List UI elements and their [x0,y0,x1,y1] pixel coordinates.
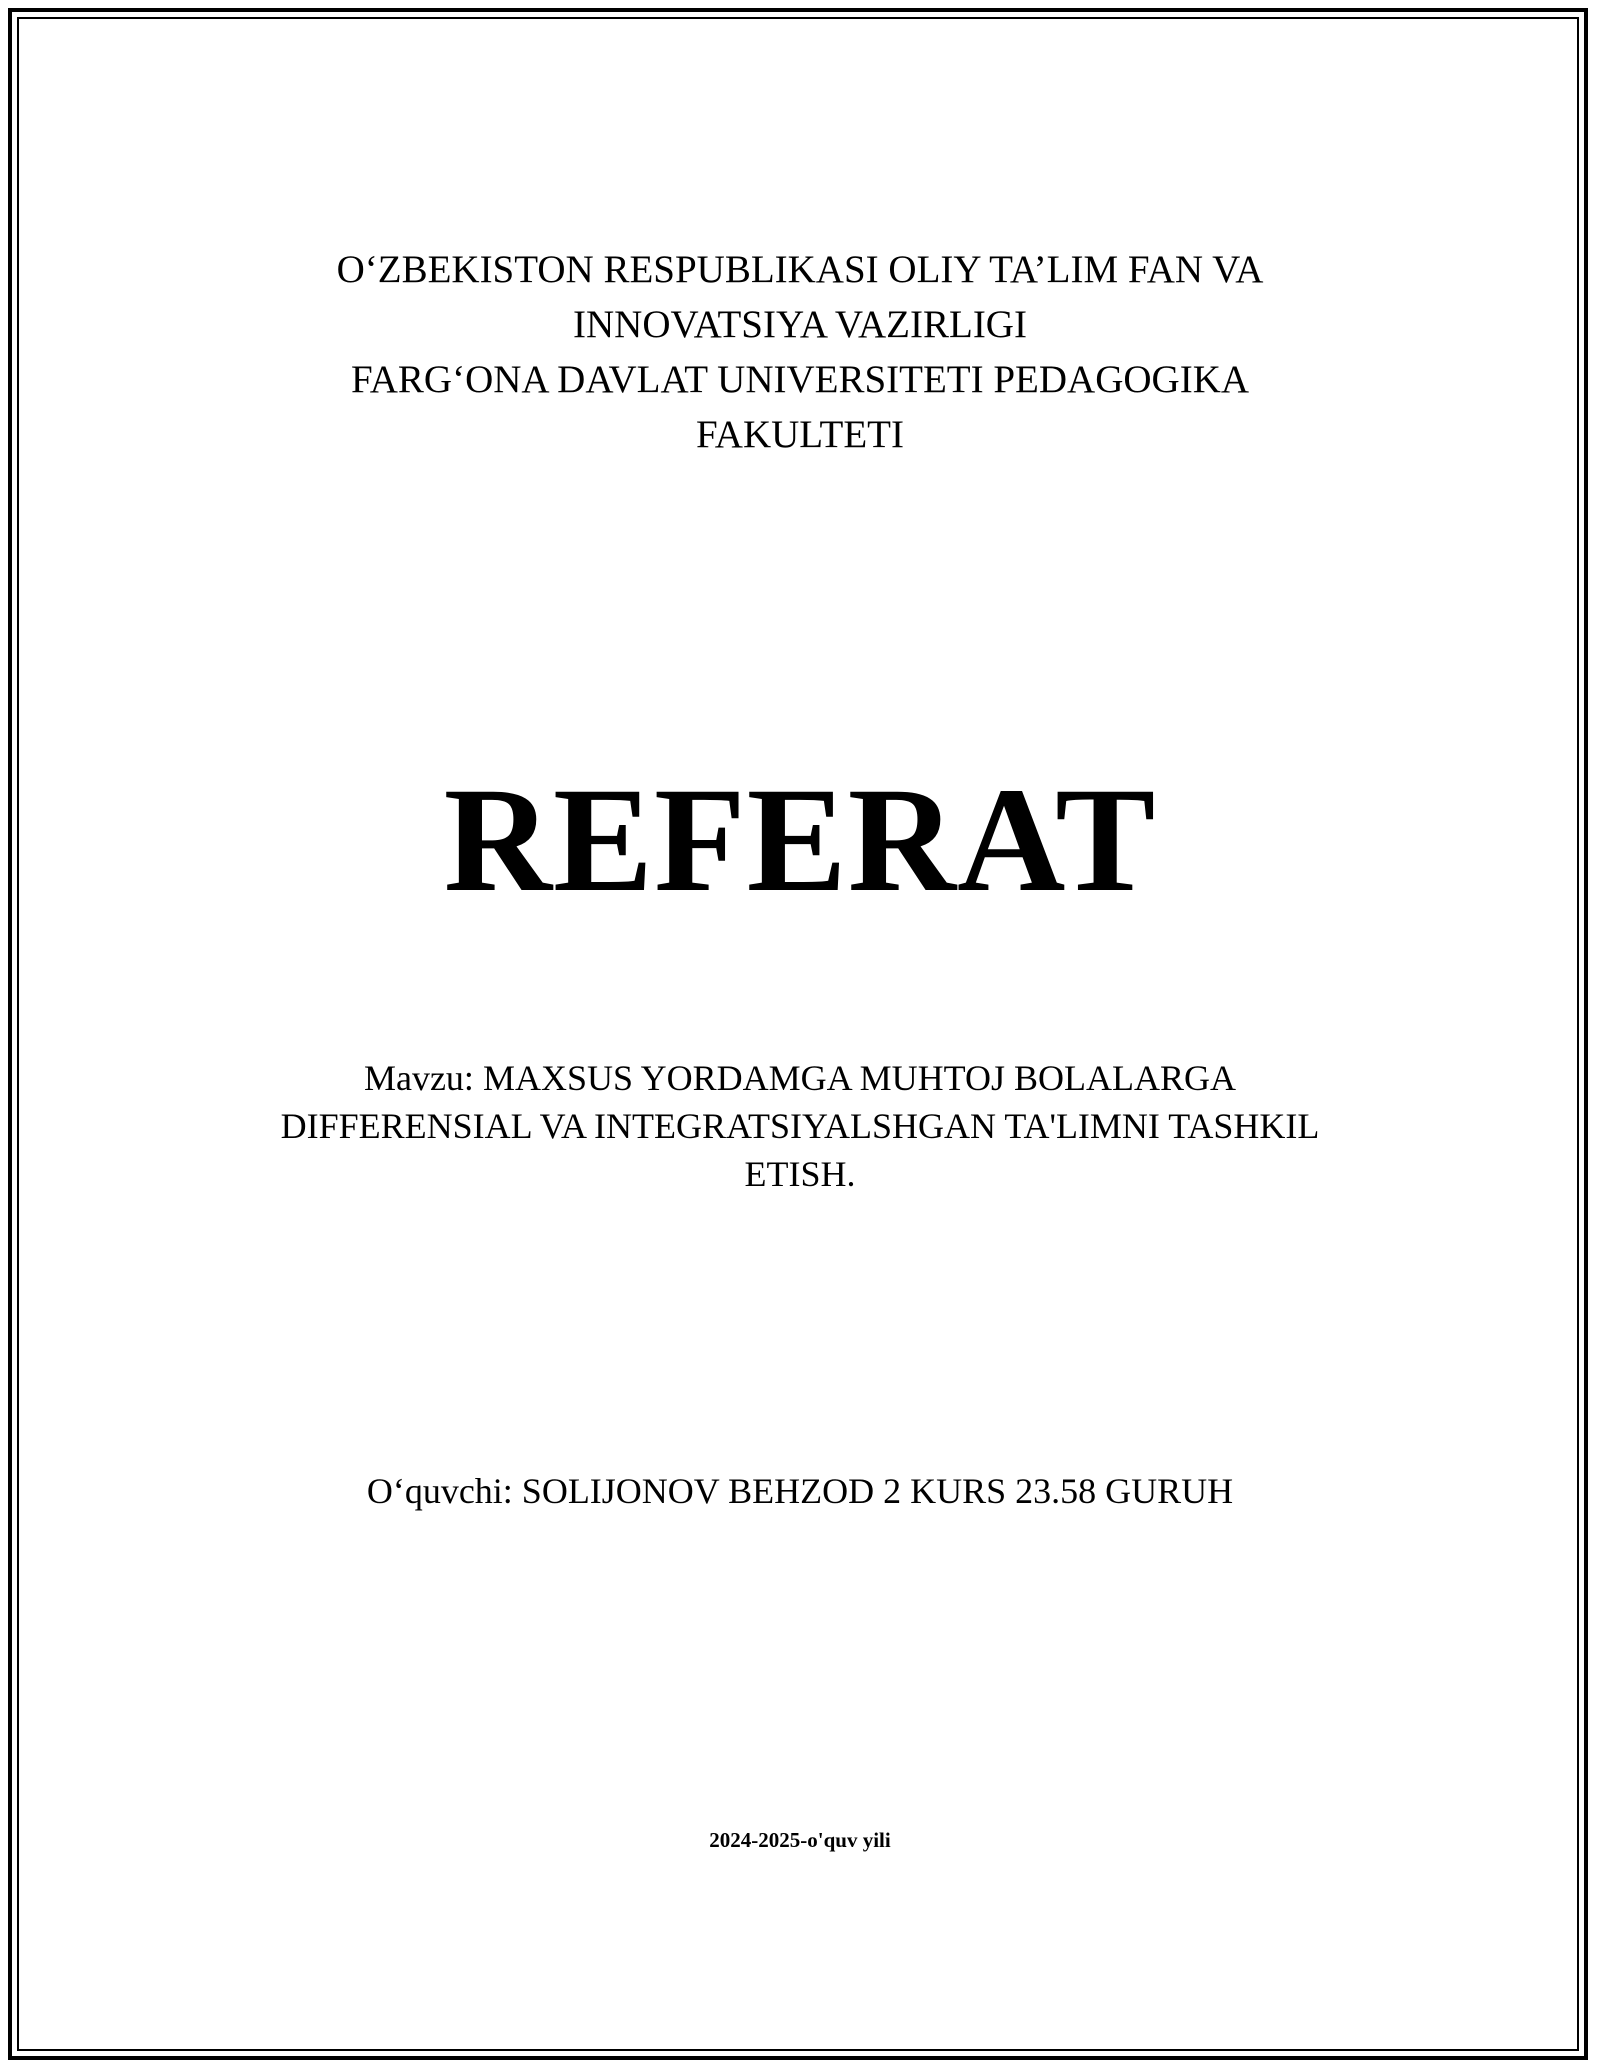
topic-line: Mavzu: MAXSUS YORDAMGA MUHTOJ BOLALARGA [363,1058,1237,1098]
topic-line: ETISH. [744,1154,856,1194]
document-title: REFERAT [443,757,1157,923]
institution-header [200,242,1400,462]
institution-line: O‘ZBEKISTON RESPUBLIKASI OLIY TA’LIM FAN VA [336,248,1264,291]
institution-line: INNOVATSIYA VAZIRLIGI [573,303,1027,346]
topic-text [200,1054,1400,1198]
institution-line: FARG‘ONA DAVLAT UNIVERSITETI PEDAGOGIKA [350,358,1250,401]
topic-line: DIFFERENSIAL VA INTEGRATSIYALSHGAN TA'LIMNI TASHKIL [280,1106,1320,1146]
academic-year: 2024-2025-o'quv yili [709,1828,891,1852]
institution-line: FAKULTETI [696,413,904,456]
student-info: O‘quvchi: SOLIJONOV BEHZOD 2 KURS 23.58 GURUH [366,1471,1234,1511]
